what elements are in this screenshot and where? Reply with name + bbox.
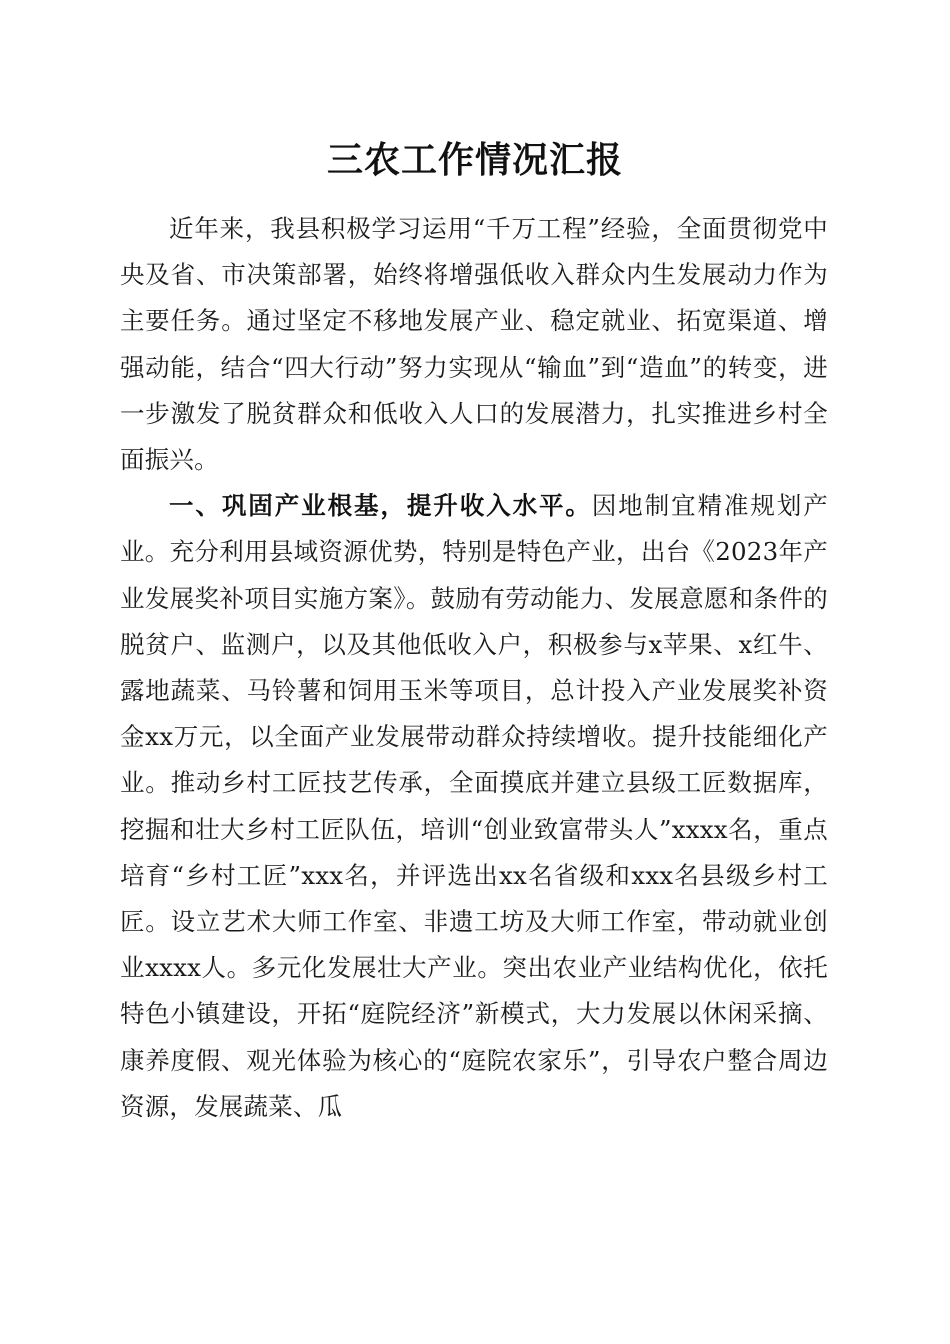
intro-paragraph: 近年来，我县积极学习运用“千万工程”经验，全面贯彻党中央及省、市决策部署，始终将增强低收入群众内生发展动力作为主要任务。通过坚定不移地发展产业、稳定就业、拓宽渠道、增强动能，结合“四大行动”努力实现从“输血”到“造血”的转变，进一步激发了脱贫群众和低收入人口的发展潜力，扎实推进乡村全面振兴。	[120, 214, 828, 475]
section-1-paragraph	[120, 483, 828, 1130]
document-body	[120, 206, 828, 1130]
section-1-heading: 一、巩固产业根基，提升收入水平。	[169, 491, 592, 521]
section-1-body: 因地制宜精准规划产业。充分利用县域资源优势，特别是特色产业，出台《2023年产业发展奖补项目实施方案》。鼓励有劳动能力、发展意愿和条件的脱贫户、监测户，以及其他低收入户，积极参与x苹果、x红牛、露地蔬菜、马铃薯和饲用玉米等项目，总计投入产业发展奖补资金xx万元，以全面产业发展带动群众持续增收。提升技能细化产业。推动乡村工匠技艺传承，全面摸底并建立县级工匠数据库，挖掘和壮大乡村工匠队伍，培训“创业致富带头人”xxxx名，重点培育“乡村工匠”xxx名，并评选出xx名省级和xxx名县级乡村工匠。设立艺术大师工作室、非遗工坊及大师工作室，带动就业创业xxxx人。多元化发展壮大产业。突出农业产业结构优化，依托特色小镇建设，开拓“庭院经济”新模式，大力发展以休闲采摘、康养度假、观光体验为核心的“庭院农家乐”，引导农户整合周边资源，发展蔬菜、瓜	[120, 491, 828, 1121]
document-title: 三农工作情况汇报	[326, 139, 623, 181]
